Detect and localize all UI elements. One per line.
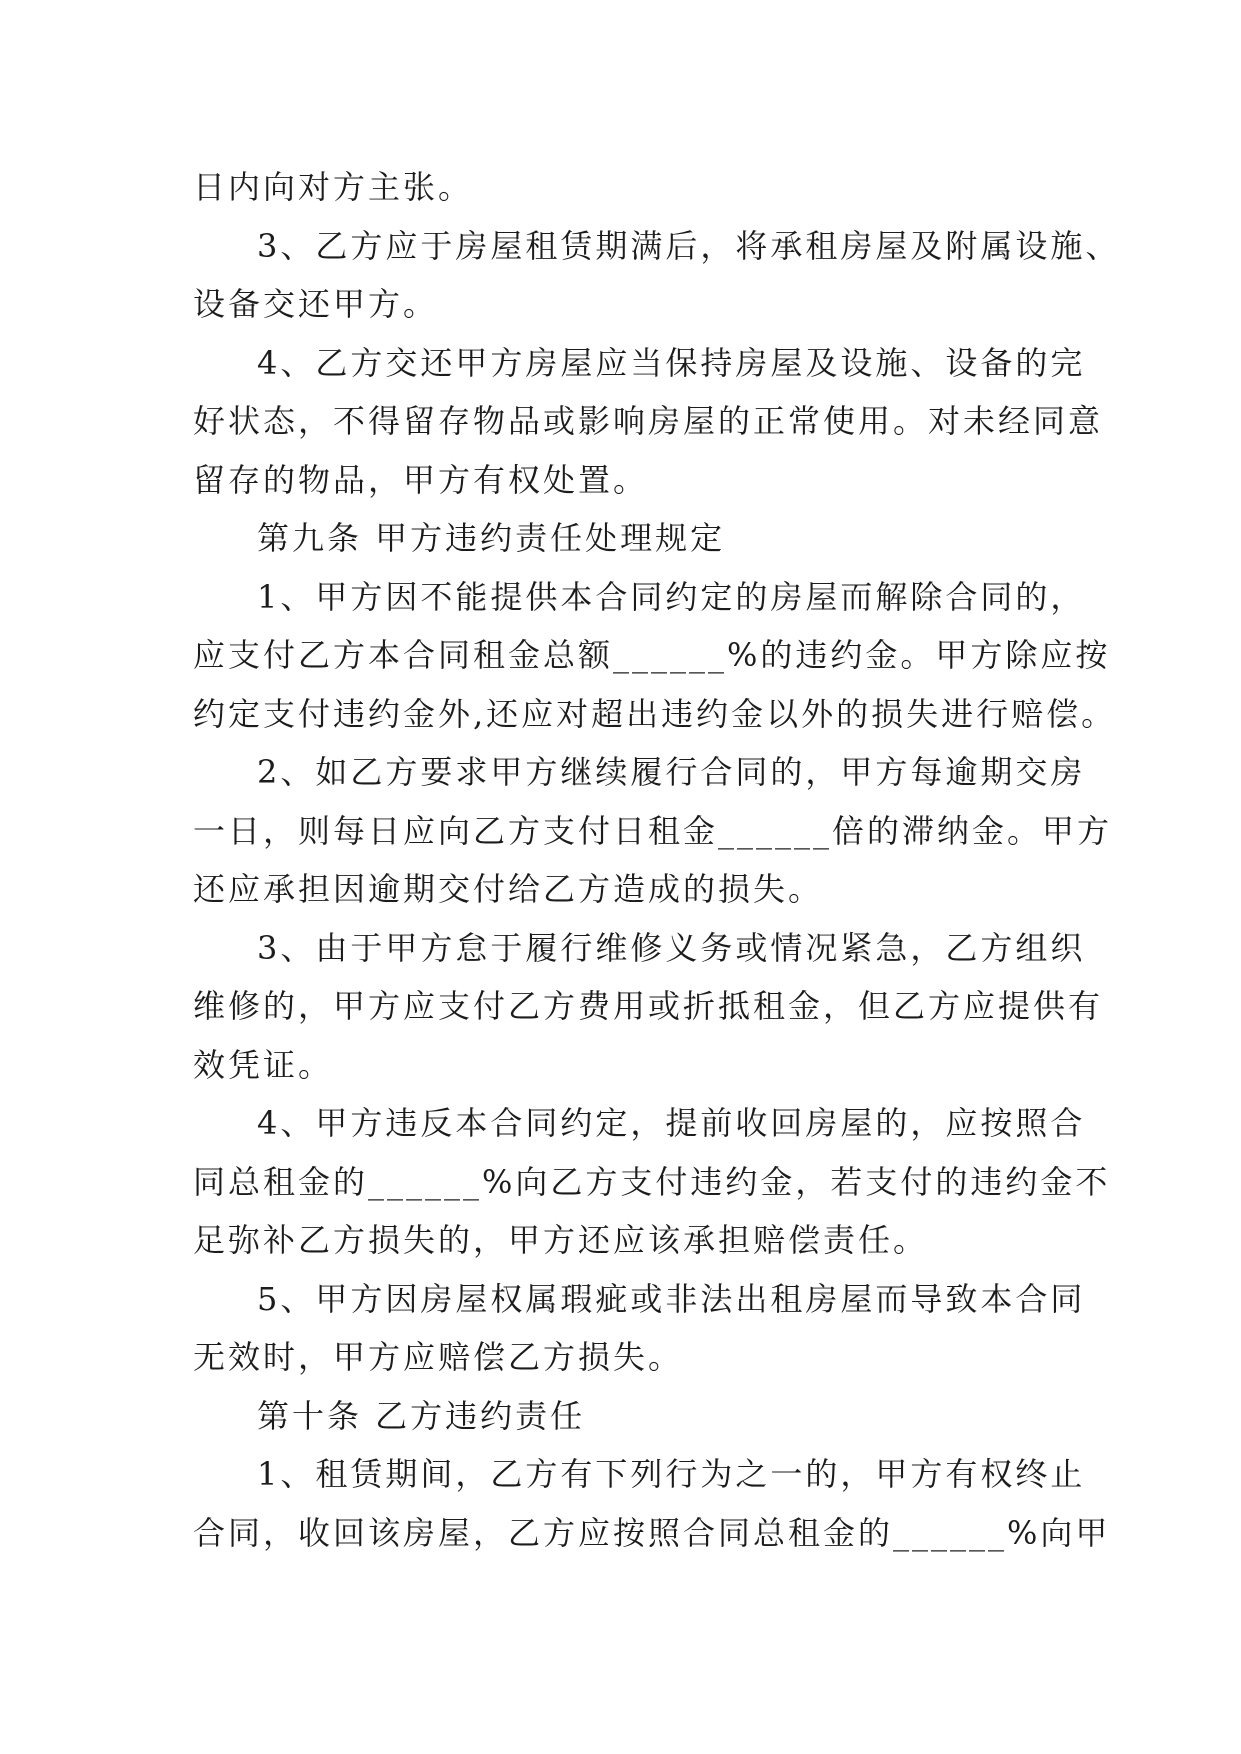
text-line: 留存的物品，甲方有权处置。 [193,460,649,499]
text-line: 1、甲方因不能提供本合同约定的房屋而解除合同的， [257,577,1086,616]
text-line: 同总租金的______%向乙方支付违约金，若支付的违约金不 [193,1162,1111,1201]
text-line: 好状态，不得留存物品或影响房屋的正常使用。对未经同意 [193,402,1104,440]
text-line: 应支付乙方本合同租金总额______%的违约金。甲方除应按 [193,636,1111,674]
text-line: 约定支付违约金外,还应对超出违约金以外的损失进行赔偿。 [193,694,1117,733]
text-line: 2、如乙方要求甲方继续履行合同的，甲方每逾期交房 [257,753,1086,791]
text-line: 4、甲方违反本合同约定，提前收回房屋的，应按照合 [257,1104,1086,1142]
text-line: 3、乙方应于房屋租赁期满后，将承租房屋及附属设施、 [257,226,1121,265]
section-heading: 第九条 甲方违约责任处理规定 [257,519,726,557]
text-line: 日内向对方主张。 [193,168,474,206]
text-line: 一日，则每日应向乙方支付日租金______倍的滞纳金。甲方 [193,811,1113,850]
text-line: 无效时，甲方应赔偿乙方损失。 [193,1338,684,1376]
document-body [193,158,1121,1562]
text-line: 还应承担因逾期交付给乙方造成的损失。 [193,870,824,908]
text-line: 维修的，甲方应支付乙方费用或折抵租金，但乙方应提供有 [193,987,1104,1025]
text-line: 5、甲方因房屋权属瑕疵或非法出租房屋而导致本合同 [257,1279,1086,1318]
text-line: 足弥补乙方损失的，甲方还应该承担赔偿责任。 [193,1221,929,1259]
text-line: 1、租赁期间，乙方有下列行为之一的，甲方有权终止 [257,1455,1086,1493]
text-line: 设备交还甲方。 [193,285,439,323]
text-line: 4、乙方交还甲方房屋应当保持房屋及设施、设备的完 [257,343,1086,382]
text-line: 效凭证。 [193,1045,334,1084]
section-heading: 第十条 乙方违约责任 [257,1396,586,1435]
text-line: 合同，收回该房屋，乙方应按照合同总租金的______%向甲 [193,1513,1111,1552]
text-line: 3、由于甲方怠于履行维修义务或情况紧急，乙方组织 [257,928,1086,967]
